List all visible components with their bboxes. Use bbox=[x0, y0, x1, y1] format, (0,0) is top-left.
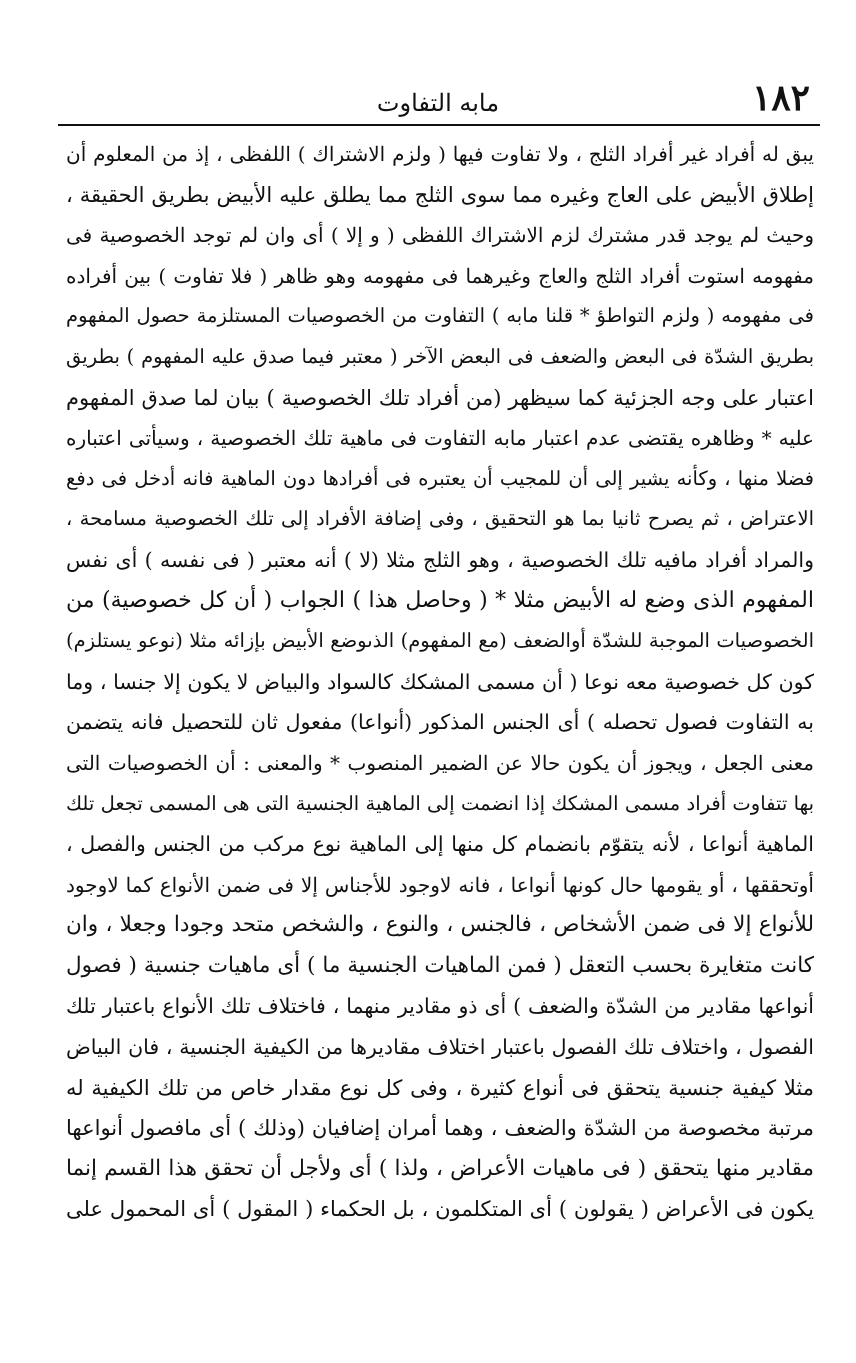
body-text bbox=[66, 134, 814, 1230]
text-line: مرتبة مخصوصة من الشدّة والضعف ، وهما أمران إضافيان (وذلك ) أى مافصول أنواعها bbox=[66, 1116, 814, 1141]
text-line: بها تتفاوت أفراد مسمى المشكك إذا انضمت إلى الماهية الجنسية التى هى المسمى تجعل تلك bbox=[66, 791, 814, 815]
text-line: كون كل خصوصية معه نوعا ( أن مسمى المشكك كالسواد والبياض لا يكون إلا جنسا ، وما bbox=[66, 669, 814, 694]
text-line: فضلا منها ، وكأنه يشير إلى أن للمجيب أن يعتبره فى أفرادها دون الماهية فانه أدخل فى دفع bbox=[66, 466, 814, 490]
text-line: به التفاوت فصول تحصله ) أى الجنس المذكور (أنواعا) مفعول ثان للتحصيل فانه يتضمن bbox=[66, 710, 814, 735]
text-line: عليه * وظاهره يقتضى عدم اعتبار مابه التفاوت فى ماهية تلك الخصوصية ، وسيأتى اعتباره bbox=[66, 426, 814, 451]
text-line: كانت متغايرة بحسب التعقل ( فمن الماهيات الجنسية ما ) أى ماهيات جنسية ( فصول bbox=[66, 952, 814, 978]
text-line: يبق له أفراد غير أفراد الثلج ، ولا تفاوت فيها ( ولزم الاشتراك ) اللفظى ، إذ من المعلوم أن bbox=[66, 142, 814, 166]
text-line: مثلا كيفية جنسية يتحقق فى أنواع كثيرة ، وفى كل نوع مقدار خاص من تلك الكيفية له bbox=[66, 1075, 814, 1100]
text-line: معنى الجعل ، ويجوز أن يكون حالا عن الضمير المنصوب * والمعنى : أن الخصوصيات التى bbox=[66, 750, 814, 775]
text-line: الاعتراض ، ثم يصرح ثانيا بما هو التحقيق ، وفى إضافة الأفراد إلى تلك الخصوصية مسامحة ، bbox=[66, 507, 814, 531]
text-line: الخصوصيات الموجبة للشدّة أوالضعف (مع المفهوم) الذىوضع الأبيض بإزائه مثلا (نوعو يستلزم) bbox=[66, 629, 814, 653]
text-line: بطريق الشدّة فى البعض والضعف فى البعض الآخر ( معتبر فيما صدق عليه المفهوم ) بطريق bbox=[66, 344, 814, 368]
text-line: أنواعها مقادير من الشدّة والضعف ) أى ذو مقادير منهما ، فاختلاف تلك الأنواع باعتبار تلك bbox=[66, 994, 814, 1019]
text-line: الماهية أنواعا ، لأنه يتقوّم بانضمام كل منها إلى الماهية نوع مركب من الجنس والفصل ، bbox=[66, 832, 814, 857]
page-number: ١٨٢ bbox=[751, 77, 810, 119]
header-rule bbox=[58, 124, 820, 126]
page-header bbox=[60, 77, 816, 124]
text-line: إطلاق الأبيض على العاج وغيره مما سوى الثلج مما يطلق عليه الأبيض بطريق الحقيقة ، bbox=[66, 182, 814, 207]
text-line: اعتبار على وجه الجزئية كما سيظهر (من أفراد تلك الخصوصية ) بيان لما صدق المفهوم bbox=[66, 385, 814, 410]
text-line: مقادير منها يتحقق ( فى ماهيات الأعراض ، ولذا ) أى ولأجل أن تحقق هذا القسم إنما bbox=[66, 1155, 814, 1181]
text-line: للأنواع إلا فى ضمن الأشخاص ، فالجنس ، والنوع ، والشخص متحد وجودا وجعلا ، وان bbox=[66, 912, 814, 938]
text-line: فى مفهومه ( ولزم التواطؤ * قلنا مابه ) التفاوت من الخصوصيات المستلزمة حصول المفهوم bbox=[66, 304, 814, 328]
running-title: مابه التفاوت bbox=[376, 89, 500, 117]
text-line: مفهومه استوت أفراد الثلج والعاج وغيرهما فى مفهومه وهو ظاهر ( فلا تفاوت ) بين أفراده bbox=[66, 263, 814, 288]
text-line: يكون فى الأعراض ( يقولون ) أى المتكلمون ، بل الحكماء ( المقول ) أى المحمول على bbox=[66, 1197, 814, 1222]
text-line: أوتحققها ، أو يقومها حال كونها أنواعا ، فانه لاوجود للأجناس إلا فى ضمن الأنواع كما لاوجود bbox=[66, 872, 814, 897]
text-line: المفهوم الذى وضع له الأبيض مثلا * ( وحاصل هذا ) الجواب ( أن كل خصوصية) من bbox=[66, 587, 814, 613]
text-line: الفصول ، واختلاف تلك الفصول باعتبار اختلاف مقاديرها من الكيفية الجنسية ، فان البياض bbox=[66, 1035, 814, 1060]
text-line: وحيث لم يوجد قدر مشترك لزم الاشتراك اللفظى ( و إلا ) أى وان لم توجد الخصوصية فى bbox=[66, 223, 814, 248]
text-line: والمراد أفراد مافيه تلك الخصوصية ، وهو الثلج مثلا (لا ) أنه معتبر ( فى نفسه ) أى نفس bbox=[66, 547, 814, 572]
